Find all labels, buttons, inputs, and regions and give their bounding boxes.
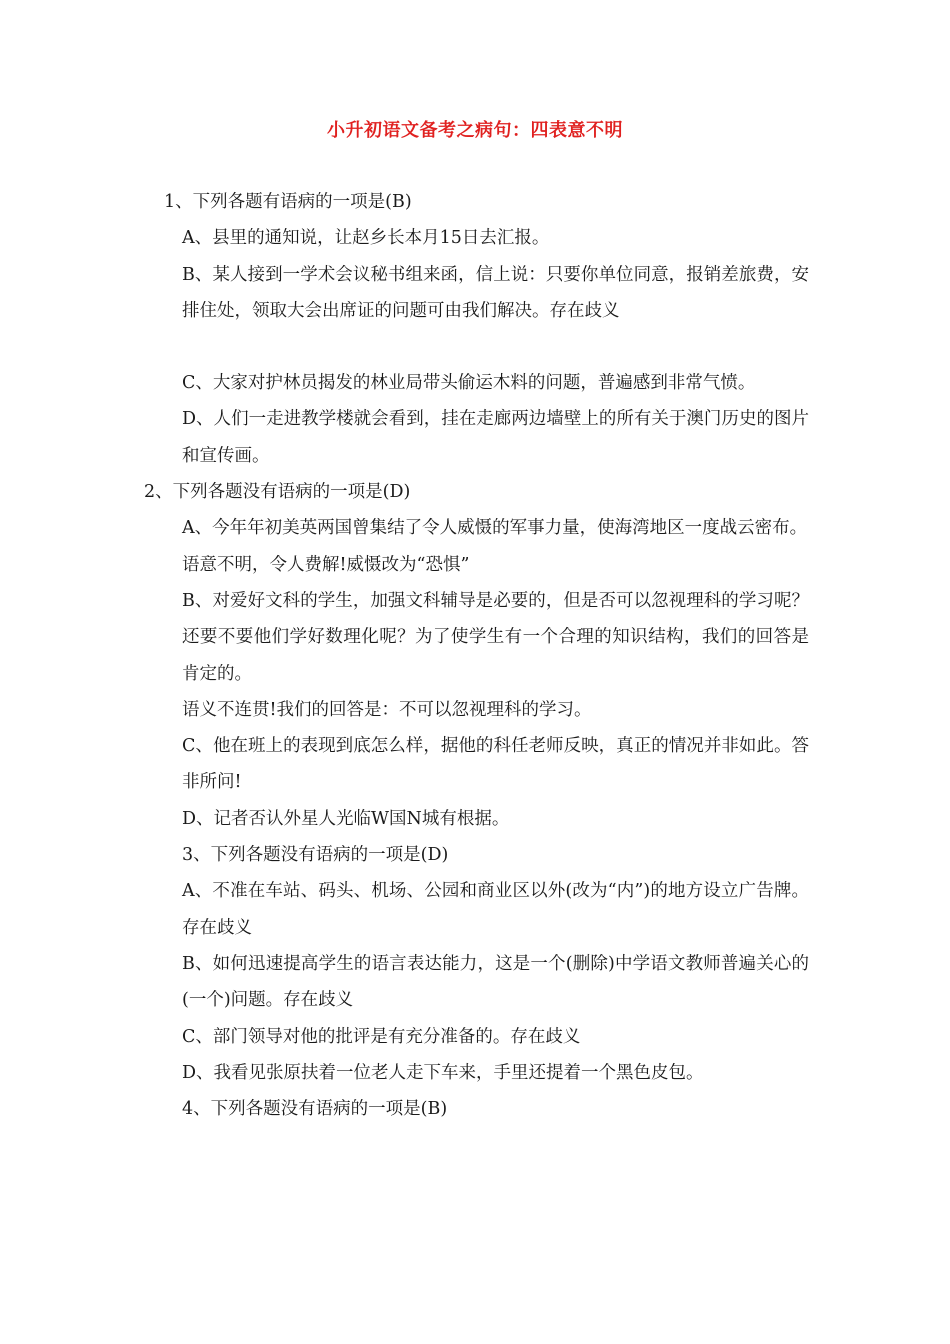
question-1-option-b: B、某人接到一学术会议秘书组来函，信上说：只要你单位同意，报销差旅费，安排住处，领取大会出席证的问题可由我们解决。存在歧义 xyxy=(182,264,809,321)
document-title: 小升初语文备考之病句：四表意不明 xyxy=(327,120,623,141)
question-3-option-d: D、我看见张原扶着一位老人走下车来，手里还提着一个黑色皮包。 xyxy=(182,1062,704,1083)
question-1-option-d: D、人们一走进教学楼就会看到，挂在走廊两边墙壁上的所有关于澳门历史的图片和宣传画。 xyxy=(182,409,809,466)
paragraph-gap xyxy=(144,329,809,365)
question-2-note-b: 语义不连贯!我们的回答是：不可以忽视理科的学习。 xyxy=(182,699,592,720)
question-3-option-b: B、如何迅速提高学生的语言表达能力，这是一个(删除)中学语文教师普遍关心的(一个)问题。存在歧义 xyxy=(182,953,809,1011)
question-3-option-c: C、部门领导对他的批评是有充分准备的。存在歧义 xyxy=(182,1026,581,1047)
question-2-note-a: 语意不明，令人费解!威慑改为“恐惧” xyxy=(182,554,470,575)
question-4: 4、下列各题没有语病的一项是(B) xyxy=(182,1099,448,1120)
question-1-option-a: A、县里的通知说，让赵乡长本月15日去汇报。 xyxy=(182,228,550,249)
question-2-option-d: D、记者否认外星人光临W国N城有根据。 xyxy=(182,808,510,829)
question-2-option-c: C、他在班上的表现到底怎么样，据他的科任老师反映，真正的情况并非如此。答非所问! xyxy=(182,736,809,793)
question-3-option-a: A、不准在车站、码头、机场、公园和商业区以外(改为“内”)的地方设立广告牌。存在歧义 xyxy=(182,881,809,938)
question-2-option-a: A、今年年初美英两国曾集结了令人威慑的军事力量，使海湾地区一度战云密布。 xyxy=(182,518,808,539)
question-2: 2、下列各题没有语病的一项是(D) xyxy=(144,482,411,503)
question-2-option-b: B、对爱好文科的学生，加强文科辅导是必要的，但是否可以忽视理科的学习呢？还要不要他们学好数理化呢？为了使学生有一个合理的知识结构，我们的回答是肯定的。 xyxy=(182,590,809,684)
document-body xyxy=(144,184,809,1127)
question-1-option-c: C、大家对护林员揭发的林业局带头偷运木料的问题，普遍感到非常气愤。 xyxy=(182,373,756,394)
question-3: 3、下列各题没有语病的一项是(D) xyxy=(182,845,449,866)
question-1: 1、下列各题有语病的一项是(B) xyxy=(164,192,412,212)
